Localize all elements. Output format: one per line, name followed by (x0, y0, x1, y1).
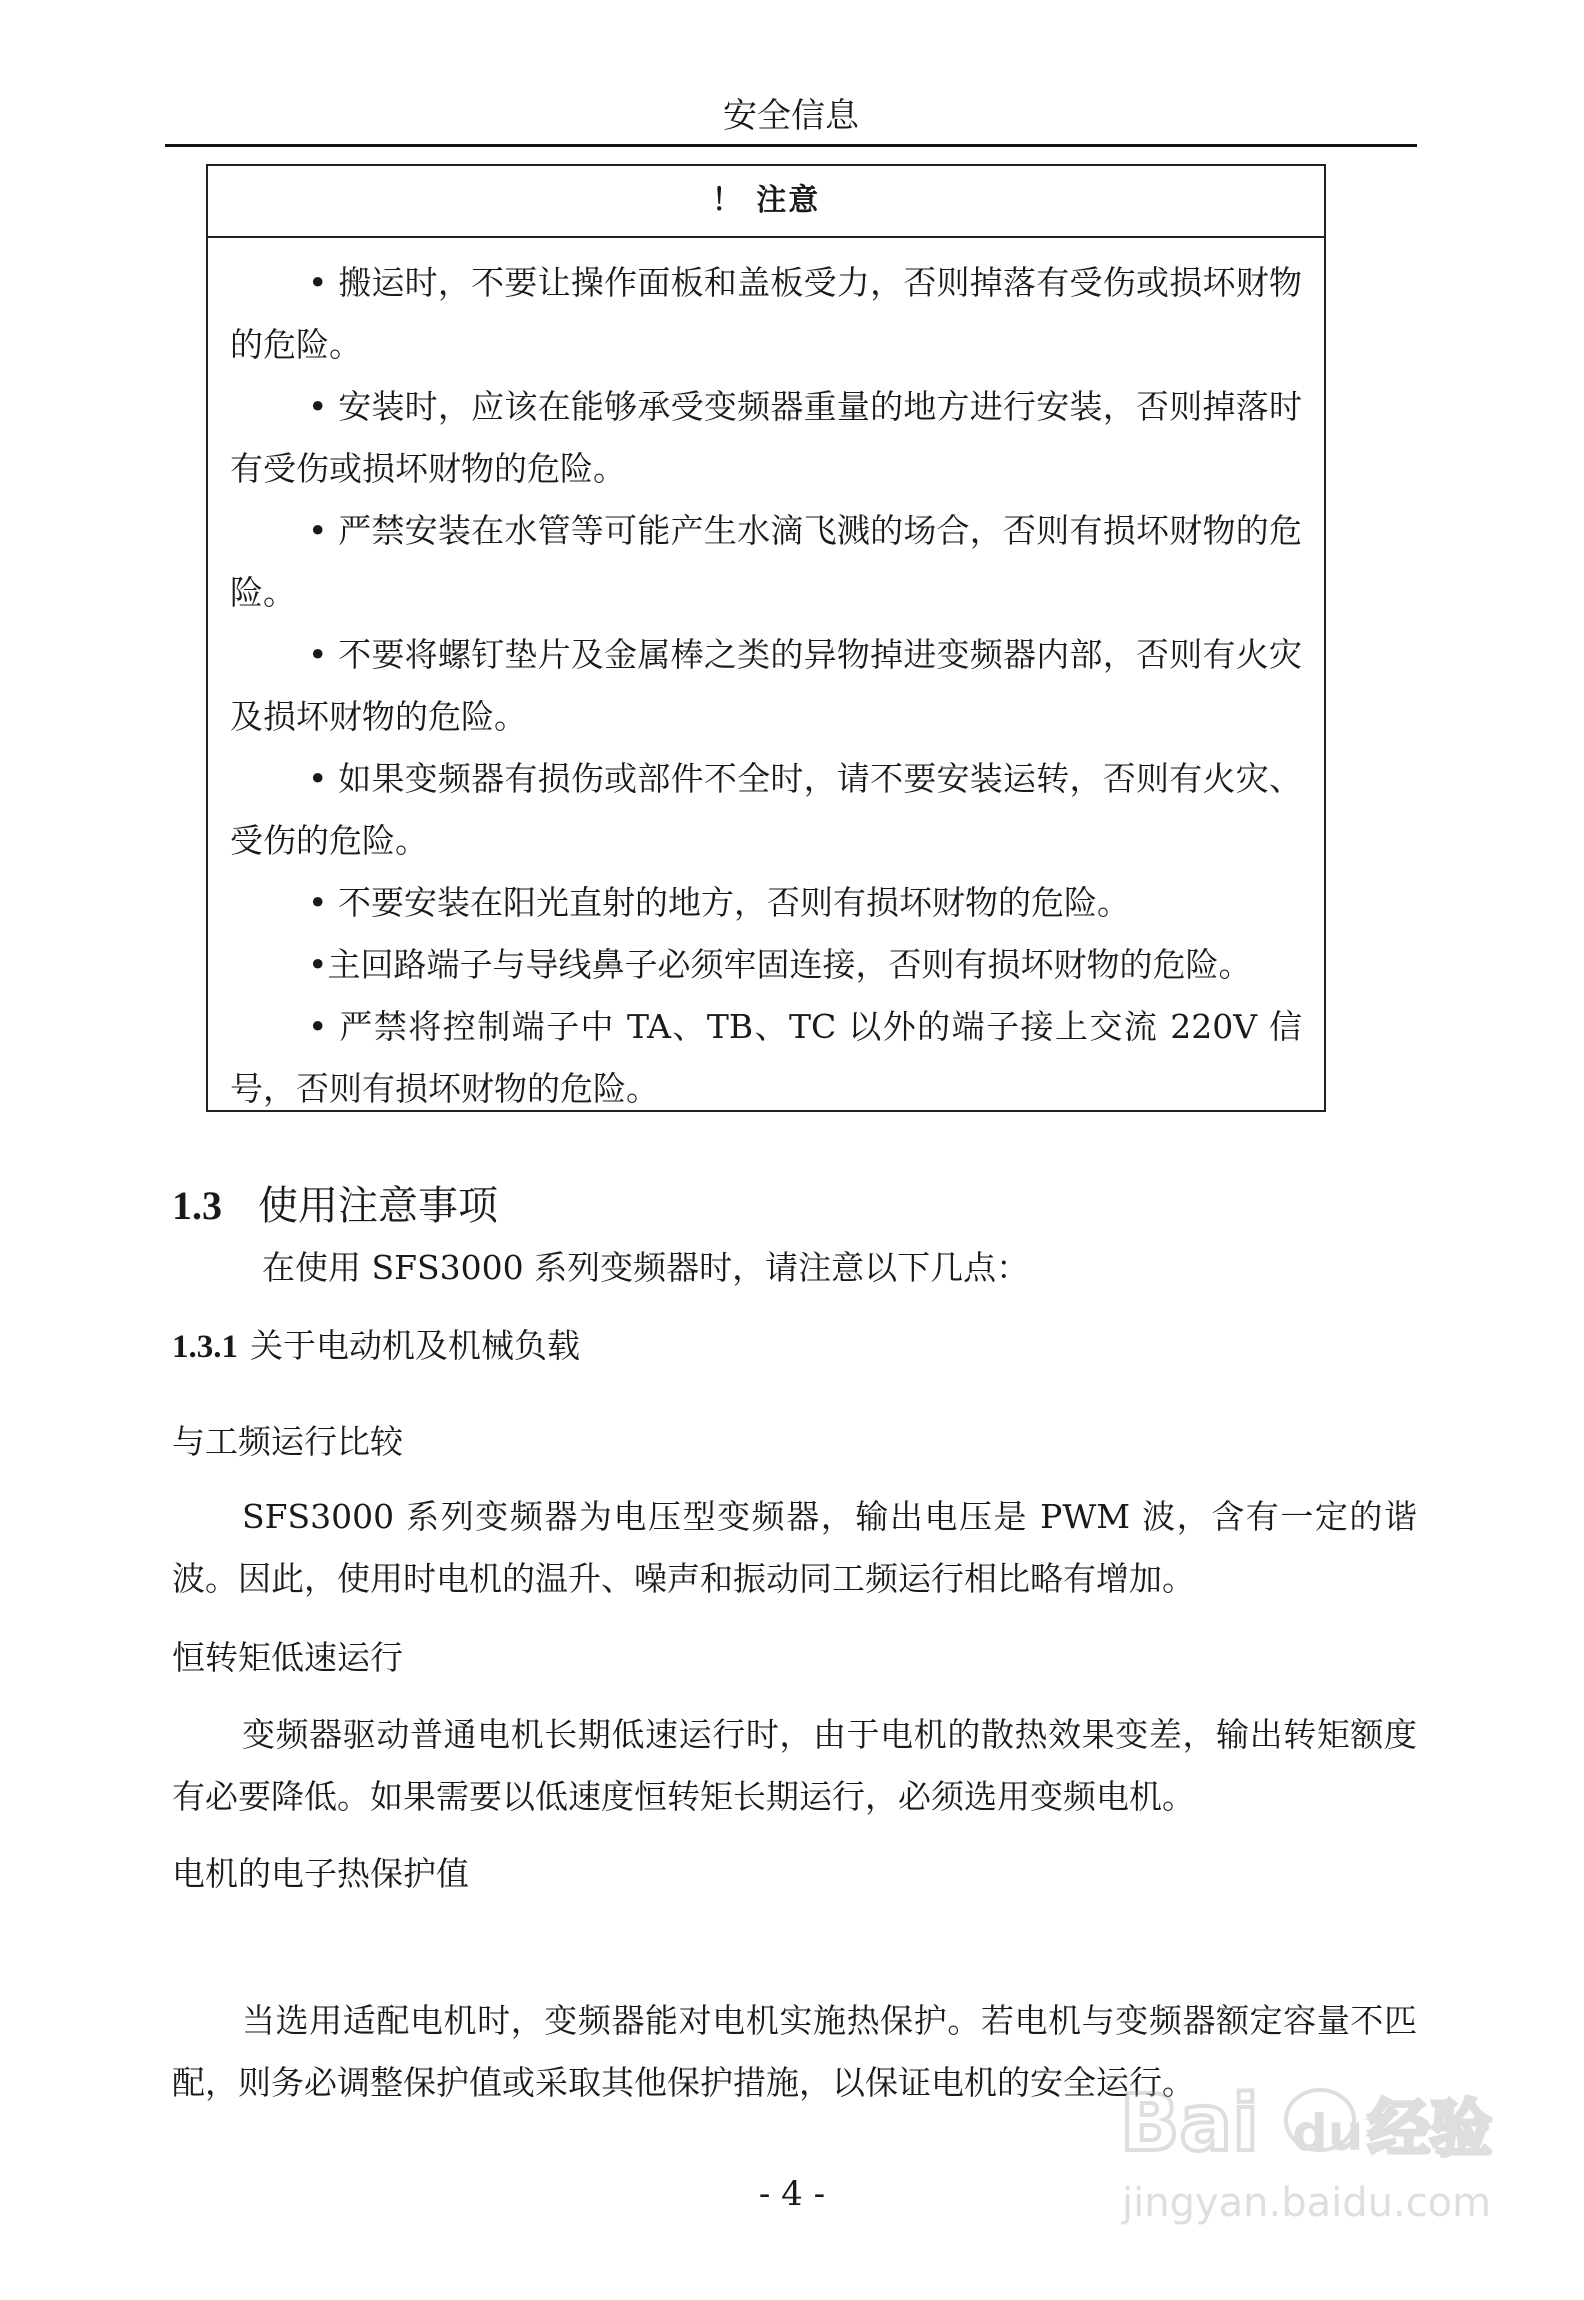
header-divider (165, 144, 1417, 147)
caution-item: • 安装时，应该在能够承受变频器重量的地方进行安装，否则掉落时有受伤或损坏财物的危险。 (230, 387, 1302, 488)
topic-heading: 与工频运行比较 (172, 1422, 403, 1461)
topic-paragraph: 当选用适配电机时，变频器能对电机实施热保护。若电机与变频器额定容量不匹配，则务必调整保护值或采取其他保护措施，以保证电机的安全运行。 (172, 2001, 1417, 2102)
caution-item: • 严禁安装在水管等可能产生水滴飞溅的场合，否则有损坏财物的危险。 (230, 511, 1302, 612)
caution-item: • 严禁将控制端子中 TA、TB、TC 以外的端子接上交流 220V 信号，否则有损坏财物的危险。 (230, 1007, 1302, 1108)
subsection-number: 1.3.1 (172, 1329, 238, 1365)
svg-text:du: du (1292, 2104, 1364, 2162)
caution-item: •主回路端子与导线鼻子必须牢固连接，否则有损坏财物的危险。 (308, 945, 1252, 984)
page-header-title: 安全信息 (723, 96, 859, 136)
caution-item: • 如果变频器有损伤或部件不全时，请不要安装运转，否则有火灾、受伤的危险。 (230, 759, 1302, 860)
section-title: 使用注意事项 (258, 1183, 498, 1229)
svg-text:Bai: Bai (1120, 2079, 1259, 2169)
topic-heading: 电机的电子热保护值 (172, 1854, 469, 1893)
caution-item: • 搬运时，不要让操作面板和盖板受力，否则掉落有受伤或损坏财物的危险。 (230, 263, 1302, 364)
section-intro: 在使用 SFS3000 系列变频器时，请注意以下几点： (262, 1248, 1030, 1287)
section-number: 1.3 (172, 1183, 222, 1228)
caution-title: ！ 注意 (208, 166, 1324, 238)
subsection-title: 关于电动机及机械负载 (250, 1326, 580, 1365)
caution-list (208, 238, 1324, 1120)
page-number: - 4 - (758, 2174, 826, 2214)
section-heading (172, 1178, 498, 1234)
caution-box (206, 164, 1326, 1112)
topic-paragraph: 变频器驱动普通电机长期低速运行时，由于电机的散热效果变差，输出转矩额度有必要降低。如果需要以低速度恒转矩长期运行，必须选用变频电机。 (172, 1715, 1417, 1816)
caution-item: • 不要将螺钉垫片及金属棒之类的异物掉进变频器内部，否则有火灾及损坏财物的危险。 (230, 635, 1302, 736)
topic-paragraph: SFS3000 系列变频器为电压型变频器，输出电压是 PWM 波，含有一定的谐波。因此，使用时电机的温升、噪声和振动同工频运行相比略有增加。 (172, 1497, 1417, 1598)
svg-text:jingyan.baidu.com: jingyan.baidu.com (1122, 2180, 1492, 2226)
caution-item: • 不要安装在阳光直射的地方，否则有损坏财物的危险。 (308, 883, 1130, 922)
svg-text:经验: 经验 (1368, 2092, 1493, 2165)
subsection-heading (172, 1318, 580, 1375)
baidu-watermark-logo (1110, 2058, 1530, 2238)
topic-heading: 恒转矩低速运行 (172, 1638, 403, 1677)
